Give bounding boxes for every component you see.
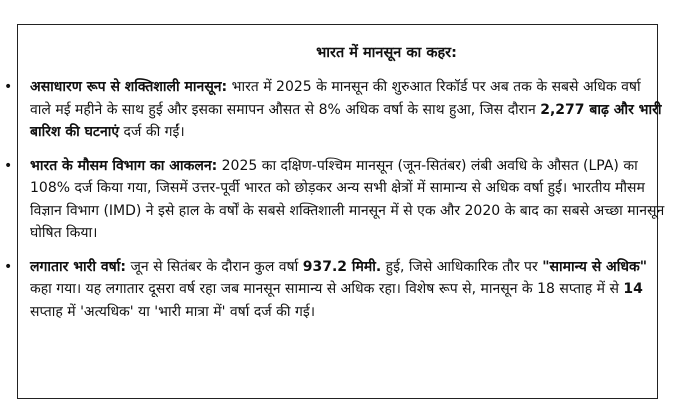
item-text: जून से सितंबर के दौरान कुल वर्षा xyxy=(126,258,303,275)
list-item-monsoon-strength xyxy=(4,76,665,144)
item-lead: लगातार भारी वर्षा: xyxy=(30,258,127,275)
list-item-heavy-rainfall xyxy=(4,256,665,324)
item-text: भारत में 2025 के मानसून की शुरुआत रिकॉर्ड पर अब तक के सबसे अधिक वर्षा वाले मई महीने के साथ हुई और इसका समापन औसत से 8% अधिक वर्षा के साथ हुआ, जिस दौरान xyxy=(30,79,641,118)
item-text: सप्ताह में 'अत्यधिक' या 'भारी मात्रा में' वर्षा दर्ज की गई। xyxy=(30,303,316,320)
bullet-icon: • xyxy=(4,79,13,95)
bullet-icon: • xyxy=(4,258,13,275)
list-item-imd-assessment xyxy=(4,155,665,245)
item-text: हुई, जिसे आधिकारिक तौर पर xyxy=(381,258,543,275)
item-text: दर्ज की गईं। xyxy=(119,124,185,140)
bullet-icon: • xyxy=(4,157,13,174)
page-title: भारत में मानसून का कहर: xyxy=(316,45,457,61)
item-text: कहा गया। यह लगातार दूसरा वर्ष रहा जब मानसून सामान्य से अधिक रहा। विशेष रूप से, मानसून के 18 सप्ताह में से xyxy=(30,281,624,297)
item-bold-text: 14 xyxy=(623,281,643,297)
item-lead: असाधारण रूप से शक्तिशाली मानसून: xyxy=(30,79,228,95)
bullet-list xyxy=(4,76,665,334)
item-text: 2025 का दक्षिण-पश्चिम मानसून (जून-सितंबर) लंबी अवधि के औसत (LPA) का 108% दर्ज किया गया, जिसमें उत्तर-पूर्वी भारत को छोड़कर अन्य सभी क्षेत्रों में सामान्य से अधिक वर्षा हुई। भारतीय मौसम विज्ञान विभाग (IMD) ने इसे हाल के वर्षों के सबसे शक्तिशाली मानसून में से एक और 2020 के बाद का सबसे अच्छा मानसून घोषित किया। xyxy=(30,157,665,241)
item-bold-text: 937.2 मिमी. xyxy=(302,258,382,275)
item-bold-text: "सामान्य से अधिक" xyxy=(542,258,648,275)
item-lead: भारत के मौसम विभाग का आकलन: xyxy=(30,157,218,174)
item-bold-text: 2,277 बाढ़ और भारी बारिश की घटनाएं xyxy=(30,101,662,140)
